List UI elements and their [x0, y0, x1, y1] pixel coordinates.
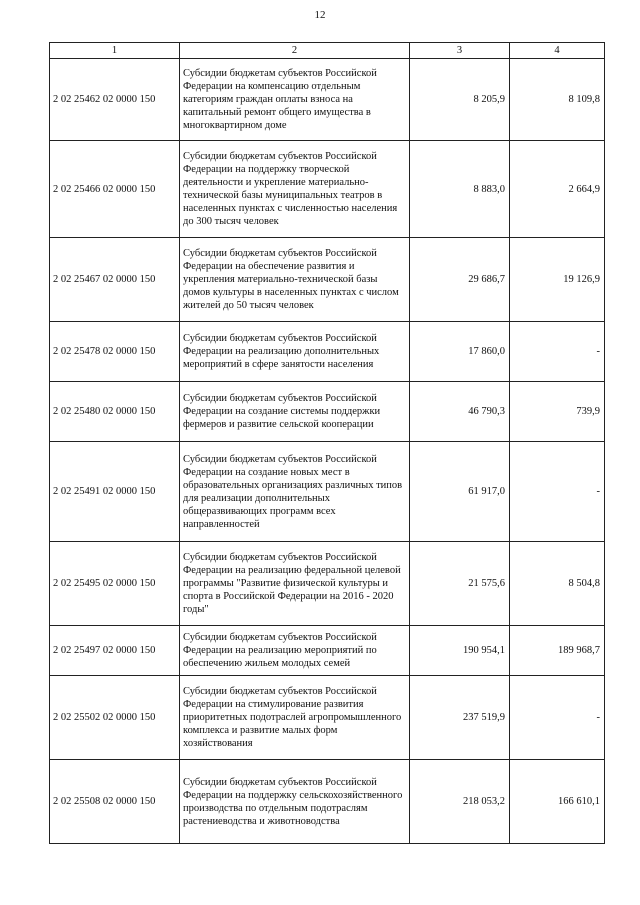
- value-col-3: 46 790,3: [410, 382, 510, 442]
- table-row: [50, 442, 605, 542]
- value-col-4: -: [510, 676, 605, 760]
- header-col-4: 4: [510, 43, 605, 59]
- header-col-3: 3: [410, 43, 510, 59]
- description: Субсидии бюджетам субъектов Российской Федерации на реализацию федеральной целевой программы "Развитие физической культуры и спорта в Российской Федерации на 2016 - 2020 годы": [180, 542, 410, 626]
- value-col-4: 8 109,8: [510, 59, 605, 141]
- value-col-4: 2 664,9: [510, 141, 605, 238]
- value-col-3: 29 686,7: [410, 238, 510, 322]
- header-col-1: 1: [50, 43, 180, 59]
- budget-code: 2 02 25462 02 0000 150: [50, 59, 180, 141]
- budget-code: 2 02 25480 02 0000 150: [50, 382, 180, 442]
- budget-code: 2 02 25467 02 0000 150: [50, 238, 180, 322]
- description: Субсидии бюджетам субъектов Российской Федерации на стимулирование развития приоритетных подотраслей агропромышленного комплекса и развитие малых форм хозяйствования: [180, 676, 410, 760]
- value-col-4: 189 968,7: [510, 626, 605, 676]
- value-col-3: 21 575,6: [410, 542, 510, 626]
- description: Субсидии бюджетам субъектов Российской Федерации на поддержку творческой деятельности и укрепление материально-технической базы муниципальных театров в населенных пунктах с численностью населения до 300 тысяч человек: [180, 141, 410, 238]
- budget-code: 2 02 25497 02 0000 150: [50, 626, 180, 676]
- value-col-4: -: [510, 322, 605, 382]
- budget-table: [49, 42, 605, 844]
- value-col-3: 61 917,0: [410, 442, 510, 542]
- description: Субсидии бюджетам субъектов Российской Федерации на компенсацию отдельным категориям граждан оплаты взноса на капитальный ремонт общего имущества в многоквартирном доме: [180, 59, 410, 141]
- value-col-4: 739,9: [510, 382, 605, 442]
- header-row: [50, 43, 605, 59]
- table-row: [50, 238, 605, 322]
- table-row: [50, 59, 605, 141]
- value-col-4: 8 504,8: [510, 542, 605, 626]
- table-row: [50, 382, 605, 442]
- value-col-3: 237 519,9: [410, 676, 510, 760]
- value-col-3: 190 954,1: [410, 626, 510, 676]
- value-col-4: 19 126,9: [510, 238, 605, 322]
- value-col-3: 218 053,2: [410, 760, 510, 844]
- description: Субсидии бюджетам субъектов Российской Федерации на поддержку сельскохозяйственного производства по отдельным подотраслям растениеводства и животноводства: [180, 760, 410, 844]
- table-row: [50, 760, 605, 844]
- value-col-4: 166 610,1: [510, 760, 605, 844]
- table-row: [50, 542, 605, 626]
- budget-code: 2 02 25508 02 0000 150: [50, 760, 180, 844]
- budget-code: 2 02 25478 02 0000 150: [50, 322, 180, 382]
- table-row: [50, 322, 605, 382]
- budget-code: 2 02 25491 02 0000 150: [50, 442, 180, 542]
- table-row: [50, 626, 605, 676]
- budget-code: 2 02 25502 02 0000 150: [50, 676, 180, 760]
- header-col-2: 2: [180, 43, 410, 59]
- page-number: 12: [314, 9, 326, 21]
- budget-code: 2 02 25466 02 0000 150: [50, 141, 180, 238]
- description: Субсидии бюджетам субъектов Российской Федерации на реализацию дополнительных мероприятий в сфере занятости населения: [180, 322, 410, 382]
- table-row: [50, 676, 605, 760]
- value-col-3: 8 205,9: [410, 59, 510, 141]
- table-row: [50, 141, 605, 238]
- description: Субсидии бюджетам субъектов Российской Федерации на обеспечение развития и укрепления материально-технической базы домов культуры в населенных пунктах с числом жителей до 50 тысяч человек: [180, 238, 410, 322]
- description: Субсидии бюджетам субъектов Российской Федерации на создание новых мест в образовательных организациях различных типов для реализации дополнительных общеразвивающих программ всех направленностей: [180, 442, 410, 542]
- value-col-4: -: [510, 442, 605, 542]
- value-col-3: 17 860,0: [410, 322, 510, 382]
- budget-code: 2 02 25495 02 0000 150: [50, 542, 180, 626]
- value-col-3: 8 883,0: [410, 141, 510, 238]
- description: Субсидии бюджетам субъектов Российской Федерации на создание системы поддержки фермеров и развитие сельской кооперации: [180, 382, 410, 442]
- description: Субсидии бюджетам субъектов Российской Федерации на реализацию мероприятий по обеспечению жильем молодых семей: [180, 626, 410, 676]
